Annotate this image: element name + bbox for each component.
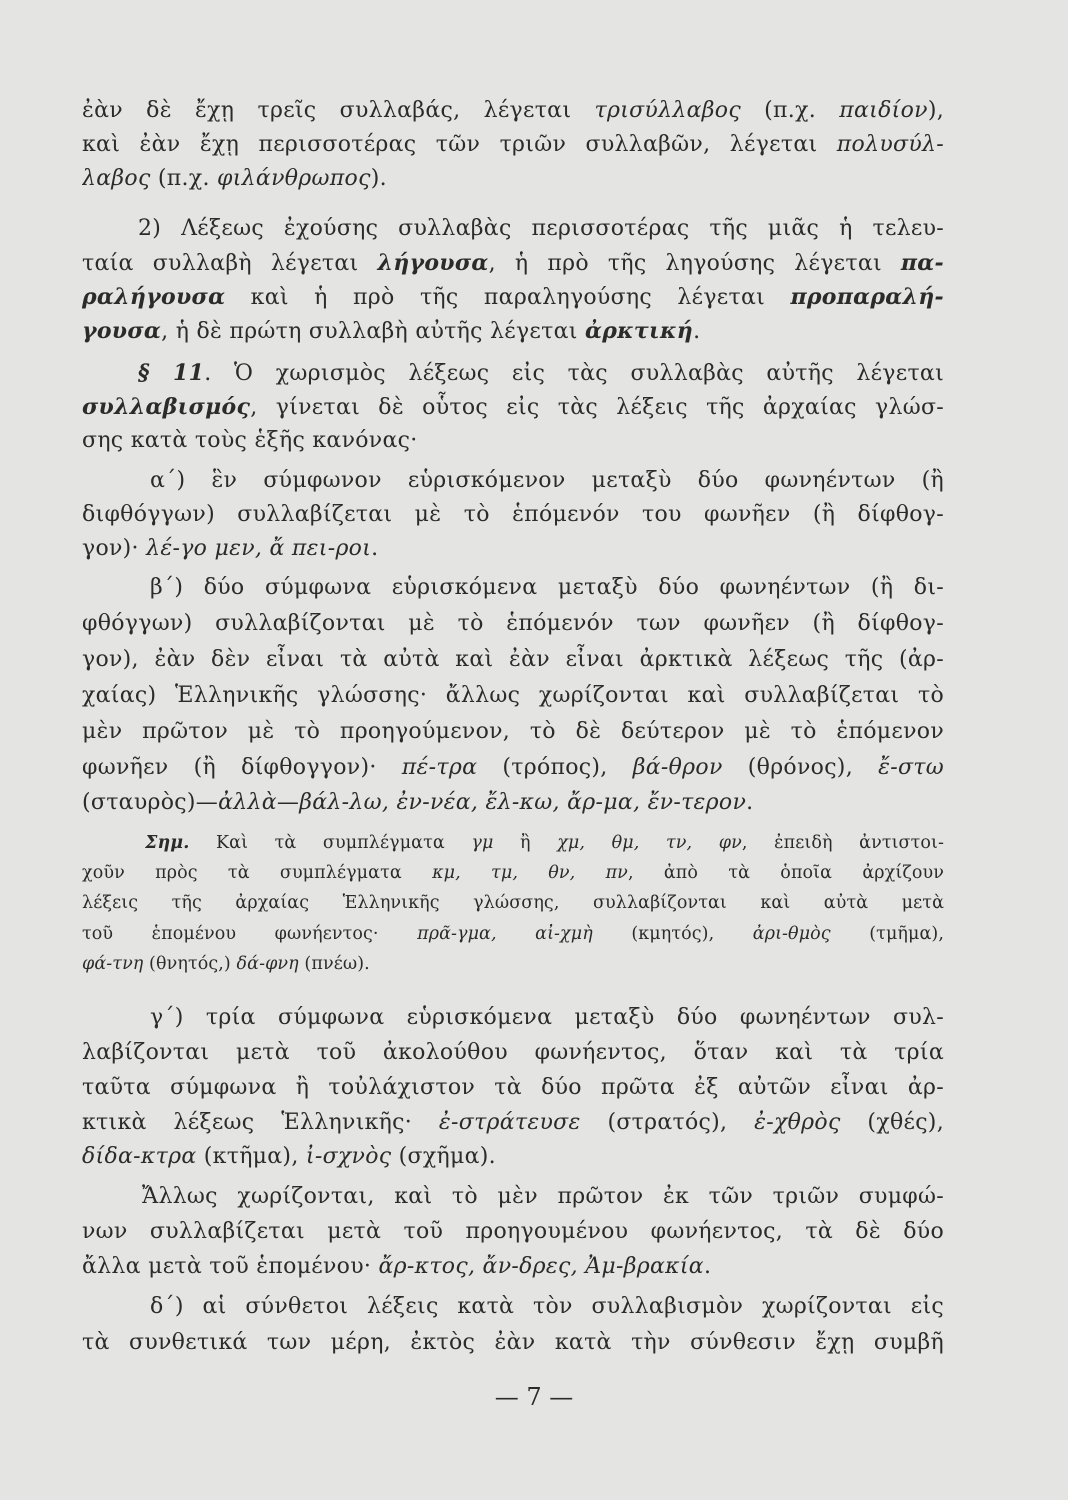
text-line: ταῦτα σύμφωνα ἢ τοὐλάχιστον τὰ δύο πρῶτα ἐξ αὐτῶν εἶναι ἀρ- <box>82 1075 944 1100</box>
text-line: τὰ συνθετικά των μέρη, ἐκτὸς ἐὰν κατὰ τὴν σύνθεσιν ἔχῃ συμβῆ <box>82 1330 944 1355</box>
text-line: ταία συλλαβὴ λέγεται λήγουσα, ἡ πρὸ τῆς ληγούσης λέγεται πα- <box>82 250 944 276</box>
text-line: ἄλλα μετὰ τοῦ ἑπομένου· ἄρ-κτος, ἄν-δρες, Ἀμ-βρακία. <box>82 1254 712 1279</box>
note-line: λέξεις τῆς ἀρχαίας Ἑλληνικῆς γλώσσης, συλλαβίζονται καὶ αὐτὰ μετὰ <box>82 893 944 913</box>
text-line: μὲν πρῶτον μὲ τὸ προηγούμενον, τὸ δὲ δεύτερον μὲ τὸ ἑπόμενον <box>82 719 944 744</box>
text-line: α΄) ἓν σύμφωνον εὑρισκόμενον μεταξὺ δύο φωνηέντων (ἢ <box>150 468 944 493</box>
text-line: κτικὰ λέξεως Ἑλληνικῆς· ἐ-στράτευσε (στρατός), ἐ-χθρὸς (χθές), <box>82 1110 944 1135</box>
text-line: χαίας) Ἑλληνικῆς γλώσσης· ἄλλως χωρίζονται καὶ συλλαβίζεται τὸ <box>82 683 944 708</box>
text-line: λαβος (π.χ. φιλάνθρωπος). <box>82 166 387 191</box>
text-line: (σταυρὸς)—ἀλλὰ—βάλ-λω, ἐν-νέα, ἔλ-κω, ἄρ-μα, ἔν-τερον. <box>82 790 754 815</box>
text-line: νων συλλαβίζεται μετὰ τοῦ προηγουμένου φωνήεντος, τὰ δὲ δύο <box>82 1219 944 1244</box>
text-line: διφθόγγων) συλλαβίζεται μὲ τὸ ἑπόμενόν του φωνῆεν (ἢ δίφθογ- <box>82 502 944 527</box>
text-line: σης κατὰ τοὺς ἑξῆς κανόνας· <box>82 428 418 453</box>
text-line: συλλαβισμός, γίνεται δὲ οὗτος εἰς τὰς λέξεις τῆς ἀρχαίας γλώσ- <box>82 394 944 420</box>
text-line: 2) Λέξεως ἐχούσης συλλαβὰς περισσοτέρας τῆς μιᾶς ἡ τελευ- <box>138 216 944 241</box>
text-line: γον)· λέ-γο μεν, ἄ πει-ροι. <box>82 536 379 561</box>
text-line: γουσα, ἡ δὲ πρώτη συλλαβὴ αὐτῆς λέγεται ἀρκτική. <box>82 318 701 344</box>
text-line: καὶ ἐὰν ἔχῃ περισσοτέρας τῶν τριῶν συλλαβῶν, λέγεται πολυσύλ- <box>82 132 944 157</box>
text-line: ραλήγουσα καὶ ἡ πρὸ τῆς παραληγούσης λέγεται προπαραλή- <box>82 284 944 310</box>
text-line: ἐὰν δὲ ἔχῃ τρεῖς συλλαβάς, λέγεται τρισύλλαβος (π.χ. παιδίον), <box>82 98 944 123</box>
text-line: δίδα-κτρα (κτῆμα), ἰ-σχνὸς (σχῆμα). <box>82 1144 496 1169</box>
page-number: — 7 — <box>494 1383 574 1411</box>
note-line: φά-τνη (θνητός,) δά-φνη (πνέω). <box>82 954 370 974</box>
section-heading-line: § 11. Ὁ χωρισμὸς λέξεως εἰς τὰς συλλαβὰς αὐτῆς λέγεται <box>138 360 944 386</box>
note-line: χοῦν πρὸς τὰ συμπλέγματα κμ, τμ, θν, πν, ἀπὸ τὰ ὁποῖα ἀρχίζουν <box>82 863 944 883</box>
text-line: φθόγγων) συλλαβίζονται μὲ τὸ ἑπόμενόν των φωνῆεν (ἢ δίφθογ- <box>82 611 944 636</box>
text-line: β΄) δύο σύμφωνα εὑρισκόμενα μεταξὺ δύο φωνηέντων (ἢ δι- <box>150 575 944 600</box>
text-line: φωνῆεν (ἢ δίφθογγον)· πέ-τρα (τρόπος), βά-θρον (θρόνος), ἔ-στω <box>82 755 944 780</box>
text-line: γ΄) τρία σύμφωνα εὑρισκόμενα μεταξὺ δύο φωνηέντων συλ- <box>150 1005 944 1030</box>
text-line: δ΄) αἱ σύνθετοι λέξεις κατὰ τὸν συλλαβισμὸν χωρίζονται εἰς <box>150 1294 944 1319</box>
text-line: Ἄλλως χωρίζονται, καὶ τὸ μὲν πρῶτον ἐκ τῶν τριῶν συμφώ- <box>142 1184 944 1209</box>
note-line: τοῦ ἑπομένου φωνήεντος· πρᾶ-γμα, αἰ-χμὴ (κμητός), ἀρι-θμὸς (τμῆμα), <box>82 924 944 944</box>
note-line: Σημ. Καὶ τὰ συμπλέγματα γμ ἢ χμ, θμ, τν, φν, ἐπειδὴ ἀντιστοι- <box>145 833 944 853</box>
text-line: λαβίζονται μετὰ τοῦ ἀκολούθου φωνήεντος, ὅταν καὶ τὰ τρία <box>82 1040 944 1065</box>
text-line: γον), ἐὰν δὲν εἶναι τὰ αὐτὰ καὶ ἐὰν εἶναι ἀρκτικὰ λέξεως τῆς (ἀρ- <box>82 647 944 672</box>
